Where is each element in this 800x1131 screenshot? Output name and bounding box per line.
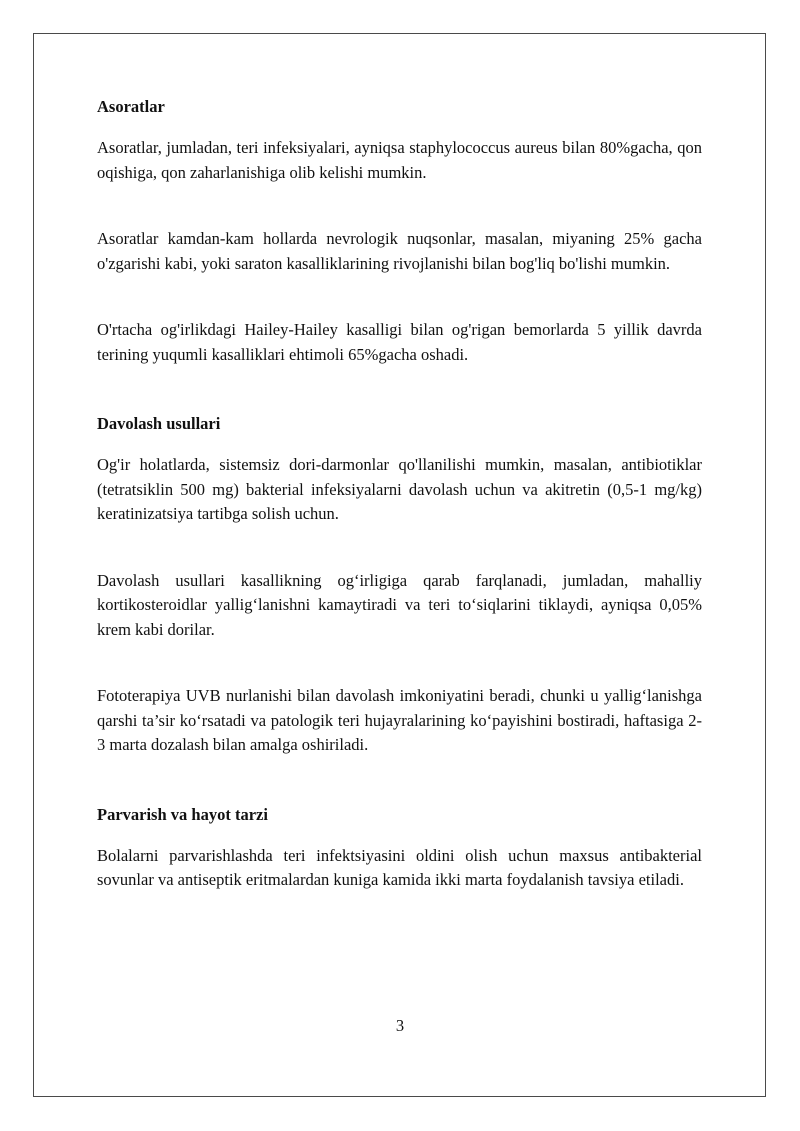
section-heading-davolash-usullari: Davolash usullari bbox=[97, 414, 221, 433]
page-number: 3 bbox=[395, 1016, 405, 1035]
section-heading-parvarish: Parvarish va hayot tarzi bbox=[97, 804, 268, 824]
paragraph: Fototerapiya UVB nurlanishi bilan davolash imkoniyatini beradi, chunki u yallig‘lanishga qarshi ta’sir ko‘rsatadi va patologik teri hujayralarining ko‘payishini bostiradi, haftasiga 2-3 marta dozalash bilan amalga oshiriladi. bbox=[97, 686, 702, 754]
paragraph: Asoratlar, jumladan, teri infeksiyalari, ayniqsa staphylococcus aureus bilan 80%gacha, qon oqishiga, qon zaharlanishiga olib kelishi mumkin. bbox=[97, 138, 702, 182]
paragraph: O'rtacha og'irlikdagi Hailey-Hailey kasalligi bilan og'rigan bemorlarda 5 yillik davrda terining yuqumli kasalliklari ehtimoli 65%gacha oshadi. bbox=[97, 320, 702, 364]
section-heading-asoratlar: Asoratlar bbox=[97, 97, 165, 116]
paragraph: Bolalarni parvarishlashda teri infektsiyasini oldini olish uchun maxsus antibakterial sovunlar va antiseptik eritmalardan kuniga kamida ikki marta foydalanish tavsiya etiladi. bbox=[97, 845, 702, 889]
document-body bbox=[97, 95, 702, 893]
paragraph: Og'ir holatlarda, sistemsiz dori-darmonlar qo'llanilishi mumkin, masalan, antibiotiklar (tetratsiklin 500 mg) bakterial infeksiyalarni davolash uchun va akitretin (0,5-1 mg/kg) keratinizatsiya tartibga solish uchun. bbox=[97, 455, 702, 523]
paragraph: Davolash usullari kasallikning og‘irligiga qarab farqlanadi, jumladan, mahalliy kortikosteroidlar yallig‘lanishni kamaytiradi va teri to‘siqlarini tiklaydi, ayniqsa 0,05% krem kabi dorilar. bbox=[97, 570, 702, 639]
paragraph: Asoratlar kamdan-kam hollarda nevrologik nuqsonlar, masalan, miyaning 25% gacha o'zgarishi kabi, yoki saraton kasalliklarining rivojlanishi bilan bog'liq bo'lishi mumkin. bbox=[97, 229, 702, 273]
